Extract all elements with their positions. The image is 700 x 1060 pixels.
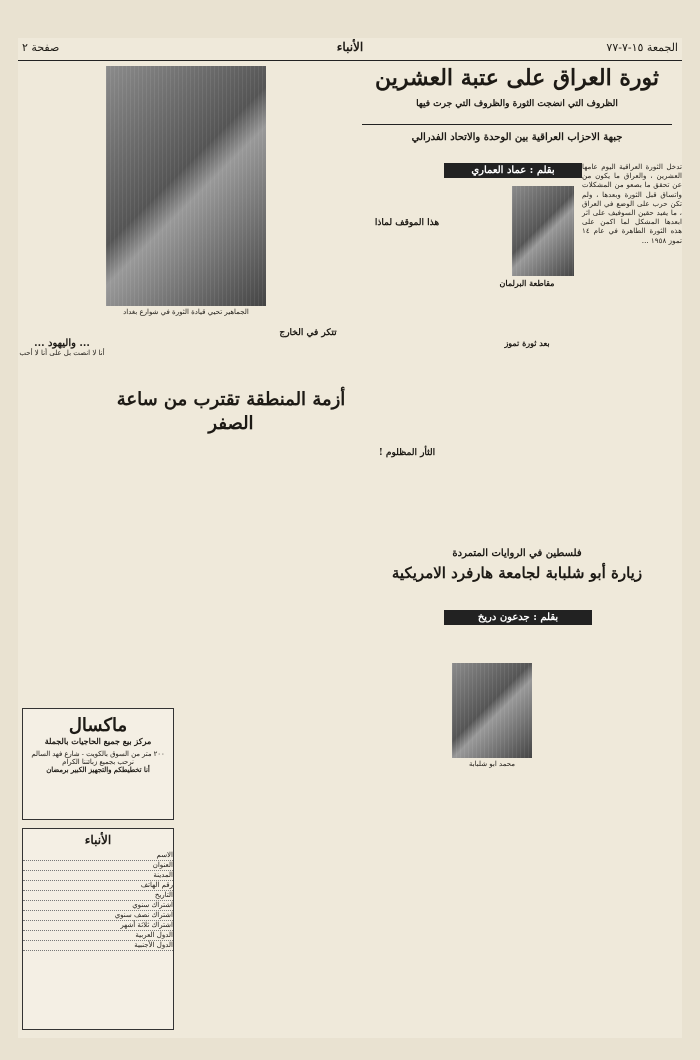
page-header (18, 38, 682, 61)
form-row: اشتراك سنوي (23, 901, 173, 911)
lead-heading-1: هذا الموقف لماذا (374, 218, 440, 228)
lead-heading-3: بعد ثورة تموز (504, 338, 550, 348)
second-story-body (178, 438, 348, 1028)
issue-date: الجمعة ١٥-٧-٧٧ (606, 41, 678, 54)
subscription-form (23, 851, 173, 951)
page-number: صفحة ٢ (22, 41, 60, 54)
photo-caption: الجماهير تحيي قيادة الثورة في شوارع بغداد (123, 308, 249, 316)
feature-byline: بقلم : جدعون دريخ (444, 610, 592, 625)
lead-body-text: تدخل الثورة العراقية اليوم عامها العشرين ، والعراق ما يكون من عن تحقق ما بصعو من المشكلات واتساق قبل الثورة وبعدها ، ولم تكن حرب على الوضع في العراق ، ما يفيد حقين السوفيف على اثر ابعدها المشكل لما اكمن على هذه الثورة الطاهرة في عام ١٤ تموز ١٩٥٨ ... (582, 162, 682, 245)
author-photo (512, 186, 574, 276)
side-story-sub: أنا لا انصت بل على أنا لا أحب (19, 349, 105, 357)
form-row: المدينة (23, 871, 173, 881)
lead-column-1 (582, 162, 682, 532)
second-headline: أزمة المنطقة تقترب من ساعة الصفر (116, 389, 346, 434)
form-row: الدول العربية (23, 931, 173, 941)
lead-subhead-2: جبهة الاحزاب العراقية بين الوحدة والاتحاد الفدرالي (411, 132, 623, 143)
feature-headline: زيارة أبو شلبابة لجامعة هارفرد الامريكية (391, 564, 643, 582)
feature-body (352, 628, 452, 1028)
ad-line-3: أنا تخطيطكم والتجهيز الكبير برمضان (46, 766, 150, 774)
crowd-photo (106, 66, 266, 306)
form-row: العنوان (23, 861, 173, 871)
rule (362, 124, 672, 125)
form-row: اشتراك ثلاثة أشهر (23, 921, 173, 931)
portrait-caption: محمد ابو شلبابة (468, 760, 516, 768)
subscription-box (22, 828, 174, 1030)
lead-headline: ثورة العراق على عتبة العشرين (374, 65, 660, 91)
ad-brand: ماكسال (68, 715, 128, 736)
form-row: التاريخ (23, 891, 173, 901)
form-row: رقم الهاتف (23, 881, 173, 891)
form-row: اشتراك نصف سنوي (23, 911, 173, 921)
paper-name: الأنباء (336, 40, 364, 54)
ad-tagline: مركز بيع جميع الحاجيات بالجملة (44, 736, 152, 746)
second-headline-block (106, 388, 356, 434)
lead-heading-4: تتكر في الخارج (279, 328, 337, 338)
lead-byline: بقلم : عماد العماري (444, 163, 582, 178)
feature-kicker: فلسطين في الروايات المتمردة (452, 548, 582, 559)
lead-subhead-1: الظروف التي انضجت الثورة والظروف التي جرت فيها (416, 99, 618, 109)
ad-line-2: نرحب بجميع زبائننا الكرام (62, 758, 134, 766)
side-story-title: ... واليهود ... (34, 338, 90, 349)
newspaper-page (18, 38, 682, 1038)
subscription-title: الأنباء (84, 833, 112, 847)
lead-heading-2: مقاطعة البرلمان (499, 278, 555, 288)
feature-header (352, 548, 682, 608)
ad-box (22, 708, 174, 820)
ad-line-1: ٢٠٠ متر من السوق بالكويت - شارع فهد السالم (31, 750, 165, 758)
portrait-photo (452, 663, 532, 758)
side-story (18, 338, 106, 368)
form-row: الاسم (23, 851, 173, 861)
form-row: الدول الأجنبية (23, 941, 173, 951)
lead-heading-5: الثأر المظلوم ! (378, 448, 436, 458)
